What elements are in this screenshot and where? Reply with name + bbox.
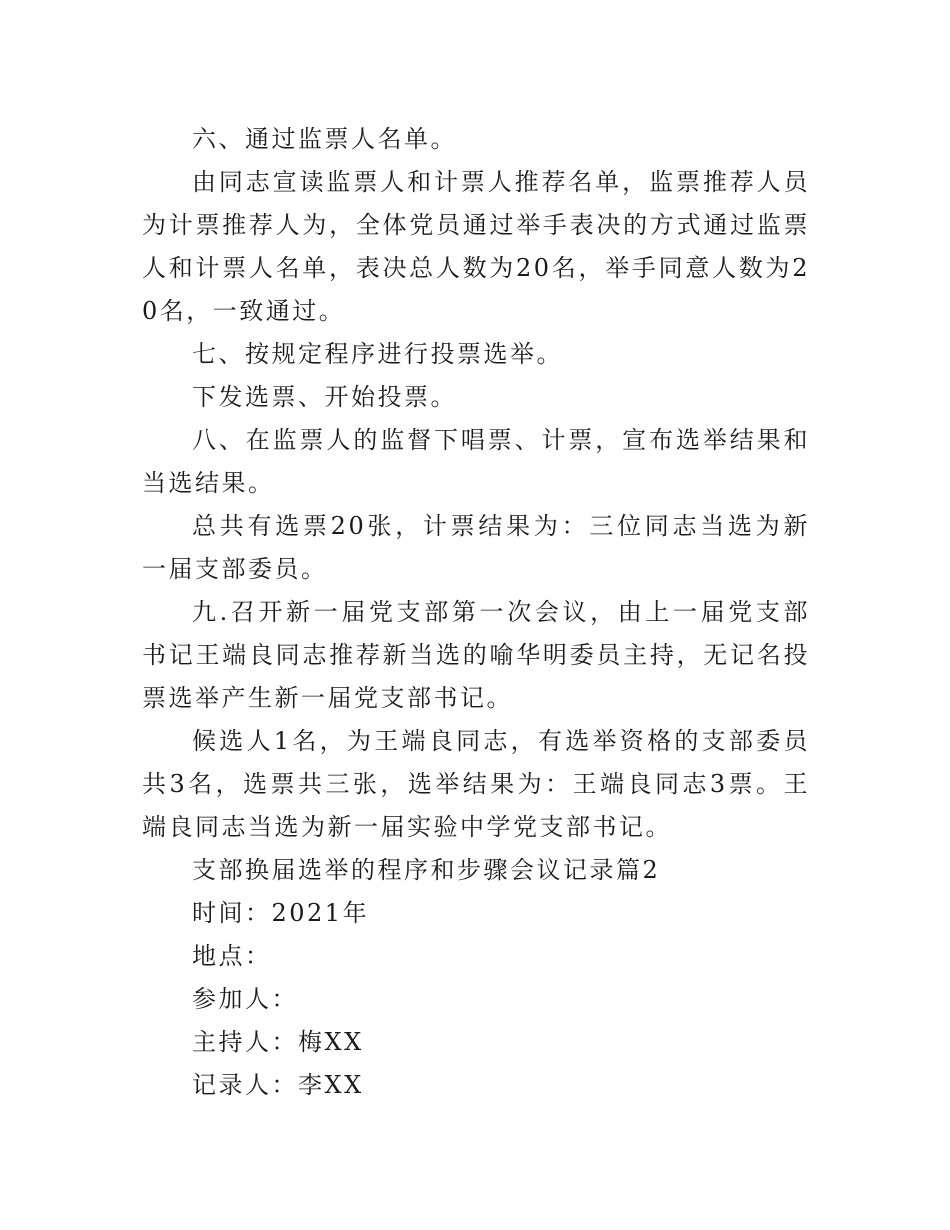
paragraph-host: 主持人：梅XX [192,1028,364,1056]
document-body [142,118,810,1107]
paragraph-record-title: 支部换届选举的程序和步骤会议记录篇2 [192,856,661,884]
paragraph-vote-count-result: 总共有选票20张，计票结果为：三位同志当选为新一届支部委员。 [142,512,810,583]
paragraph-section-nine-heading: 九.召开新一届党支部第一次会议，由上一届党支部书记王端良同志推荐新当选的喻华明委员主持，无记名投票选举产生新一届党支部书记。 [142,598,810,712]
paragraph-scrutineer-list: 由同志宣读监票人和计票人推荐名单，监票推荐人员为计票推荐人为，全体党员通过举手表决的方式通过监票人和计票人名单，表决总人数为20名，举手同意人数为20名，一致通过。 [142,168,810,325]
paragraph-meeting-location: 地点： [192,942,272,970]
paragraph-section-seven-heading: 七、按规定程序进行投票选举。 [192,340,563,368]
paragraph-meeting-time: 时间：2021年 [192,899,370,927]
paragraph-recorder: 记录人：李XX [192,1071,364,1099]
paragraph-distribute-ballots: 下发选票、开始投票。 [192,383,457,411]
paragraph-participants: 参加人： [192,985,298,1013]
paragraph-secretary-election-result: 候选人1名，为王端良同志，有选举资格的支部委员共3名，选票共三张，选举结果为：王端良同志3票。王端良同志当选为新一届实验中学党支部书记。 [142,727,810,841]
paragraph-section-six-heading: 六、通过监票人名单。 [192,125,457,153]
paragraph-section-eight-heading: 八、在监票人的监督下唱票、计票，宣布选举结果和当选结果。 [142,426,810,497]
